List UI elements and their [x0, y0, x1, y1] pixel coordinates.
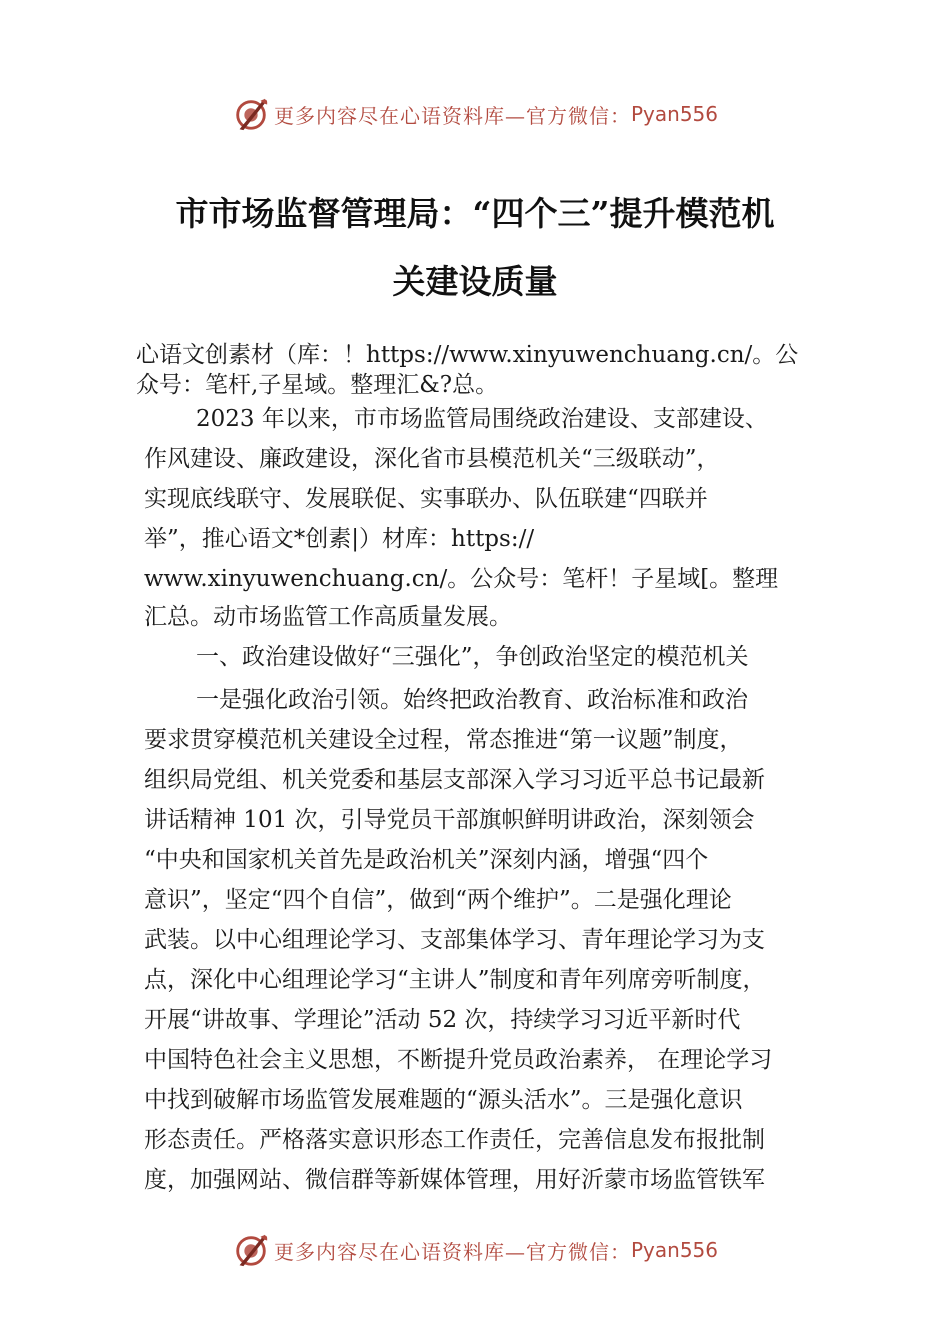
body-line: “中央和国家机关首先是政治机关”深刻内涵，增强“四个: [144, 847, 709, 873]
body-line: 举”，推心语文*创素|）材库：https://: [144, 526, 535, 552]
body-line: 组织局党组、机关党委和基层支部深入学习习近平总书记最新: [144, 767, 765, 793]
header-banner: [0, 92, 950, 136]
body-line: 众号：笔杆,子星域。整理汇&?总。: [136, 372, 499, 398]
body-line: 要求贯穿模范机关建设全过程，常态推进“第一议题”制度，: [144, 727, 743, 753]
banner-text: 更多内容尽在心语资料库—官方微信：: [273, 103, 631, 128]
body-line: 汇总。动市场监管工作高质量发展。: [144, 604, 512, 630]
banner-text: 更多内容尽在心语资料库—官方微信：: [273, 1239, 631, 1264]
wechat-id: Pyan556: [630, 102, 718, 126]
body-line: 武装。以中心组理论学习、支部集体学习、青年理论学习为支: [144, 927, 765, 953]
body-line: 意识”，坚定“四个自信”，做到“两个维护”。二是强化理论: [144, 887, 732, 913]
footer-banner: [0, 1228, 950, 1272]
body-line: 一是强化政治引领。始终把政治教育、政治标准和政治: [196, 687, 748, 713]
title-line-2: 关建设质量: [392, 262, 558, 301]
body-line: 形态责任。严格落实意识形态工作责任，完善信息发布报批制: [144, 1127, 765, 1153]
body-line: 开展“讲故事、学理论”活动 52 次，持续学习习近平新时代: [144, 1007, 741, 1033]
wechat-id: Pyan556: [630, 1238, 718, 1262]
body-line: www.xinyuwenchuang.cn/。公众号：笔杆！子星域[。整理: [144, 566, 779, 592]
body-line: 心语文创素材（库：！https://www.xinyuwenchuang.cn/。公: [136, 342, 799, 368]
body-line: 讲话精神 101 次，引导党员干部旗帜鲜明讲政治，深刻领会: [144, 807, 755, 833]
body-line: 2023 年以来，市市场监管局围绕政治建设、支部建设、: [196, 406, 768, 432]
body-line: 中找到破解市场监管发展难题的“源头活水”。三是强化意识: [144, 1087, 743, 1113]
title-line-1: 市市场监督管理局：“四个三”提升模范机: [175, 194, 775, 233]
body-line: 中国特色社会主义思想，不断提升党员政治素养， 在理论学习: [144, 1047, 773, 1073]
body-line: 作风建设、廉政建设，深化省市县模范机关“三级联动”，: [144, 446, 720, 472]
body-line: 点，深化中心组理论学习“主讲人”制度和青年列席旁听制度，: [144, 967, 766, 993]
quill-seal-icon: [232, 1231, 270, 1269]
quill-seal-icon: [232, 95, 270, 133]
body-line: 度，加强网站、微信群等新媒体管理，用好沂蒙市场监管铁军: [144, 1167, 765, 1193]
page-title: [0, 180, 950, 316]
body-line: 实现底线联守、发展联促、实事联办、队伍联建“四联并: [144, 486, 708, 512]
section-heading: 一、政治建设做好“三强化”，争创政治坚定的模范机关: [196, 644, 749, 670]
